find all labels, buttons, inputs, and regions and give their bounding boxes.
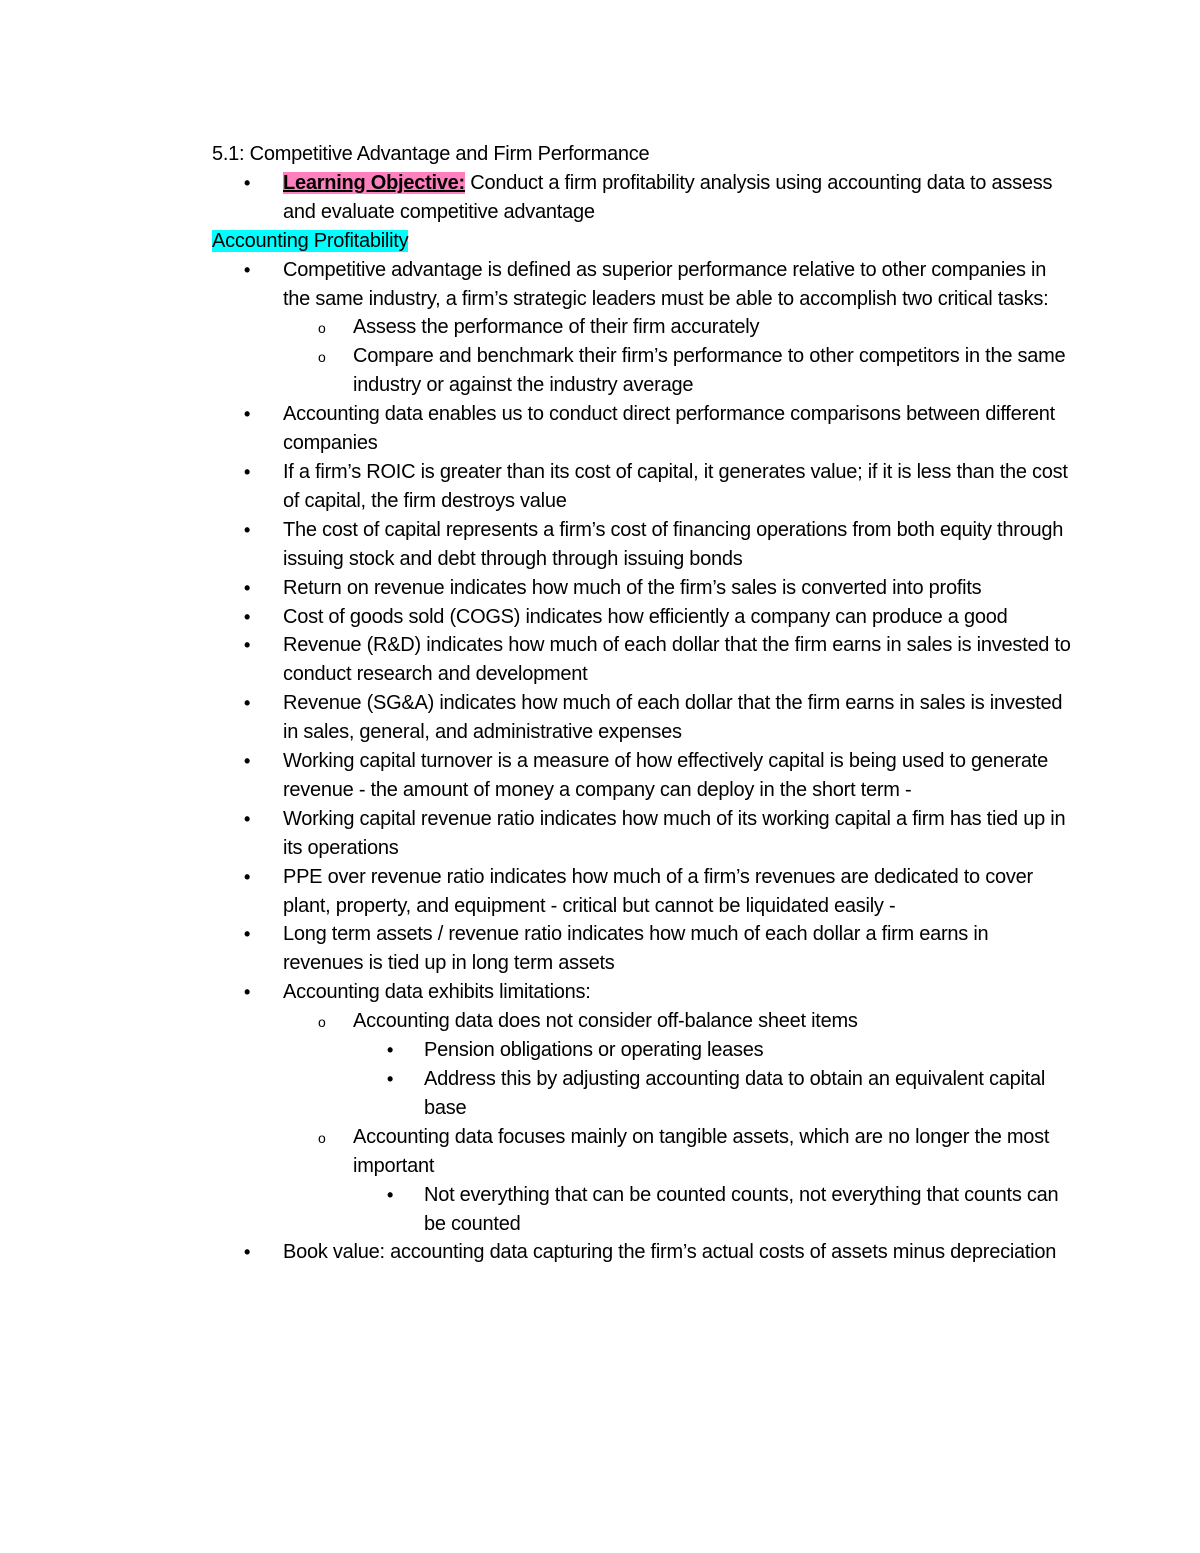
list-item-text: Compare and benchmark their firm’s performance to other competitors in the same industry or against the industry average [353, 345, 1066, 397]
list-item-text: Pension obligations or operating leases [424, 1039, 764, 1062]
list-item [212, 978, 1072, 1007]
list-item [212, 574, 1072, 603]
bullet-icon: • [244, 693, 251, 714]
bullet-icon: • [244, 1242, 251, 1263]
bullet-icon: • [244, 866, 251, 887]
list-item [212, 603, 1072, 632]
bullet-icon: • [244, 982, 251, 1003]
bullet-icon: • [244, 577, 251, 598]
list-item [212, 1238, 1072, 1267]
list-item-text: Accounting data does not consider off-balance sheet items [353, 1010, 858, 1033]
list-item-text: Long term assets / revenue ratio indicates how much of each dollar a firm earns in revenues is tied up in long term assets [283, 923, 989, 975]
list-item-text: Book value: accounting data capturing the firm’s actual costs of assets minus depreciation [283, 1241, 1057, 1264]
sub-list-item [212, 342, 1072, 400]
list-item-text: Working capital turnover is a measure of how effectively capital is being used to generate revenue - the amount of money a company can deploy in the short term - [283, 750, 1048, 801]
bullet-icon: • [244, 751, 251, 772]
list-item [212, 400, 1072, 458]
circle-bullet-icon: o [318, 1014, 326, 1031]
bullet-icon: • [244, 404, 251, 425]
list-item-text: Accounting data exhibits limitations: [283, 981, 591, 1004]
list-item [212, 631, 1072, 689]
list-item-text: Working capital revenue ratio indicates how much of its working capital a firm has tied up in its operations [283, 807, 1066, 859]
list-item-text: Competitive advantage is defined as superior performance relative to other companies in the same industry, a firm’s strategic leaders must be able to accomplish two critical tasks: [283, 258, 1049, 310]
sub-list-item [212, 1007, 1072, 1036]
section-heading [212, 227, 1072, 256]
sub-sub-list-item [212, 1036, 1072, 1065]
list-item [212, 256, 1072, 314]
list-item-text: Cost of goods sold (COGS) indicates how efficiently a company can produce a good [283, 605, 1008, 628]
bullet-icon: • [244, 172, 251, 193]
bullet-icon: • [244, 519, 251, 540]
list-item-text: The cost of capital represents a firm’s cost of financing operations from both equity through issuing stock and debt through through issuing bonds [283, 518, 1064, 570]
learning-objective-item [212, 169, 1072, 227]
sub-list-item [212, 313, 1072, 342]
list-item-text: PPE over revenue ratio indicates how much of a firm’s revenues are dedicated to cover plant, property, and equipment - critical but cannot be liquidated easily - [283, 865, 1033, 917]
sub-sub-list-item [212, 1181, 1072, 1239]
document-body [212, 140, 1072, 1267]
list-item-text: Accounting data enables us to conduct direct performance comparisons between different companies [283, 403, 1055, 455]
learning-objective-label: Learning Objective: [283, 171, 465, 194]
bullet-icon: • [244, 924, 251, 945]
list-item-text: Accounting data focuses mainly on tangible assets, which are no longer the most important [353, 1125, 1050, 1177]
bullet-icon: • [244, 259, 251, 280]
bullet-icon: • [244, 808, 251, 829]
bullet-icon: • [244, 461, 251, 482]
bullet-icon: • [387, 1069, 394, 1089]
learning-objective-text: Conduct a firm profitability analysis using accounting data to assess and evaluate competitive advantage [283, 171, 1053, 223]
circle-bullet-icon: o [318, 1129, 326, 1146]
list-item-text: Address this by adjusting accounting data to obtain an equivalent capital base [424, 1068, 1046, 1119]
circle-bullet-icon: o [318, 320, 326, 337]
list-item [212, 689, 1072, 747]
sub-sub-list-item [212, 1065, 1072, 1123]
bullet-icon: • [244, 635, 251, 656]
list-item-text: If a firm’s ROIC is greater than its cost of capital, it generates value; if it is less than the cost of capital, the firm destroys value [283, 460, 1068, 512]
list-item [212, 458, 1072, 516]
bullet-icon: • [387, 1040, 394, 1061]
list-item-text: Not everything that can be counted counts, not everything that counts can be counted [424, 1183, 1059, 1235]
list-item [212, 516, 1072, 574]
list-item [212, 805, 1072, 863]
circle-bullet-icon: o [318, 349, 326, 366]
bullet-icon: • [387, 1184, 394, 1205]
list-item [212, 920, 1072, 978]
document-title: 5.1: Competitive Advantage and Firm Performance [212, 143, 650, 165]
list-item-text: Revenue (R&D) indicates how much of each dollar that the firm earns in sales is invested to conduct research and development [283, 634, 1071, 686]
list-item [212, 863, 1072, 921]
list-item [212, 747, 1072, 805]
list-item-text: Assess the performance of their firm accurately [353, 316, 760, 339]
list-item-text: Revenue (SG&A) indicates how much of each dollar that the firm earns in sales is invested in sales, general, and administrative expenses [283, 692, 1063, 744]
bullet-icon: • [244, 606, 251, 627]
list-item-text: Return on revenue indicates how much of the firm’s sales is converted into profits [283, 576, 982, 599]
sub-list-item [212, 1123, 1072, 1181]
section-heading-text: Accounting Profitability [212, 229, 409, 252]
